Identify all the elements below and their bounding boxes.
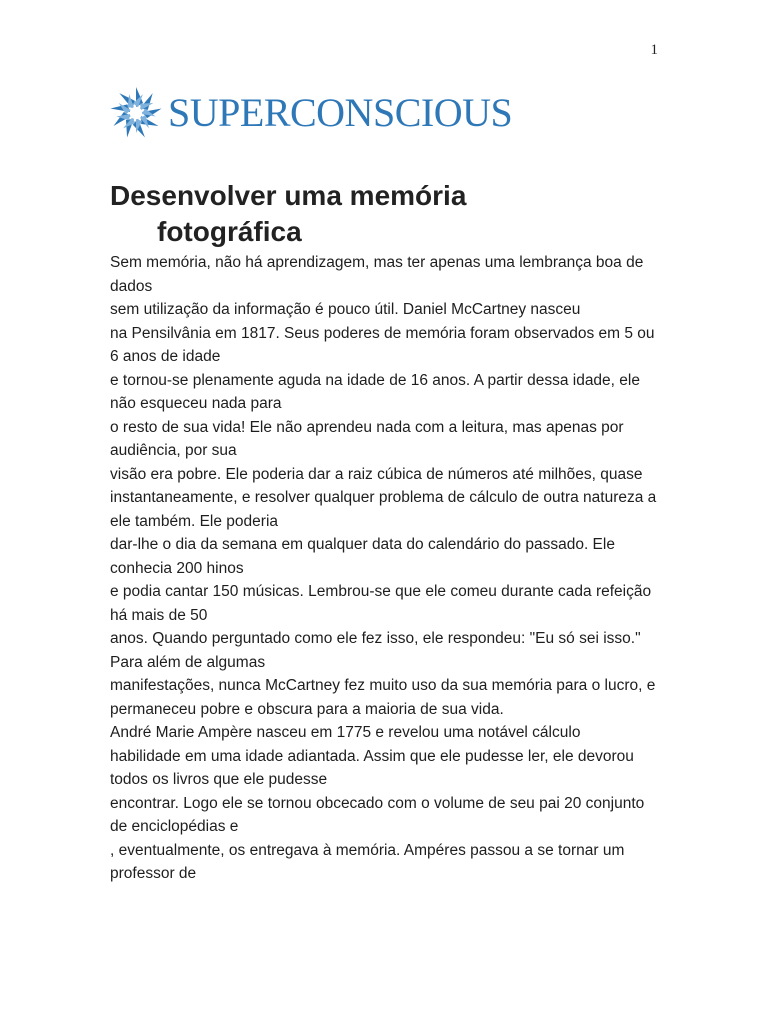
body-line: dar-lhe o dia da semana em qualquer data do calendário do passado. Ele conhecia 200 hinos [110, 536, 615, 577]
superconscious-logo [108, 82, 512, 144]
body-line: e tornou-se plenamente aguda na idade de 16 anos. A partir dessa idade, ele não esqueceu nada para [110, 371, 640, 412]
body-line: anos. Quando perguntado como ele fez isso, ele respondeu: "Eu só sei isso." Para além de algumas [110, 630, 641, 671]
body-line: André Marie Ampère nasceu em 1775 e revelou uma notável cálculo [110, 724, 581, 741]
body-line: na Pensilvânia em 1817. Seus poderes de memória foram observados em 5 ou 6 anos de idade [110, 324, 655, 365]
body-line: , eventualmente, os entregava à memória. Ampéres passou a se tornar um professor de [110, 841, 625, 882]
body-line: Sem memória, não há aprendizagem, mas ter apenas uma lembrança boa de dados [110, 254, 644, 295]
body-line: e podia cantar 150 músicas. Lembrou-se que ele comeu durante cada refeição há mais de 50 [110, 583, 652, 624]
body-line: permaneceu pobre e obscura para a maioria de sua vida. [110, 700, 504, 718]
body-line: encontrar. Logo ele se tornou obcecado com o volume de seu pai 20 conjunto de enciclopédias e [110, 794, 645, 835]
title-line-1: Desenvolver uma memória [110, 180, 467, 211]
body-text [110, 251, 665, 886]
pinwheel-logo-icon [108, 85, 164, 141]
page-number: 1 [650, 42, 658, 58]
logo-wordmark: SUPERCONSCIOUS [168, 90, 513, 135]
body-line: visão era pobre. Ele poderia dar a raiz cúbica de números até milhões, quase [110, 465, 643, 483]
title-line-2: fotográfica [157, 216, 302, 247]
body-line: sem utilização da informação é pouco útil. Daniel McCartney nasceu [110, 301, 581, 318]
body-line: o resto de sua vida! Ele não aprendeu nada com a leitura, mas apenas por audiência, por sua [110, 418, 624, 459]
body-line: instantaneamente, e resolver qualquer problema de cálculo de outra natureza a ele também. Ele poderia [110, 489, 657, 530]
document-title [110, 178, 670, 250]
body-line: habilidade em uma idade adiantada. Assim que ele pudesse ler, ele devorou todos os livros que ele pudesse [110, 747, 634, 788]
body-line: manifestações, nunca McCartney fez muito uso da sua memória para o lucro, e [110, 677, 656, 694]
